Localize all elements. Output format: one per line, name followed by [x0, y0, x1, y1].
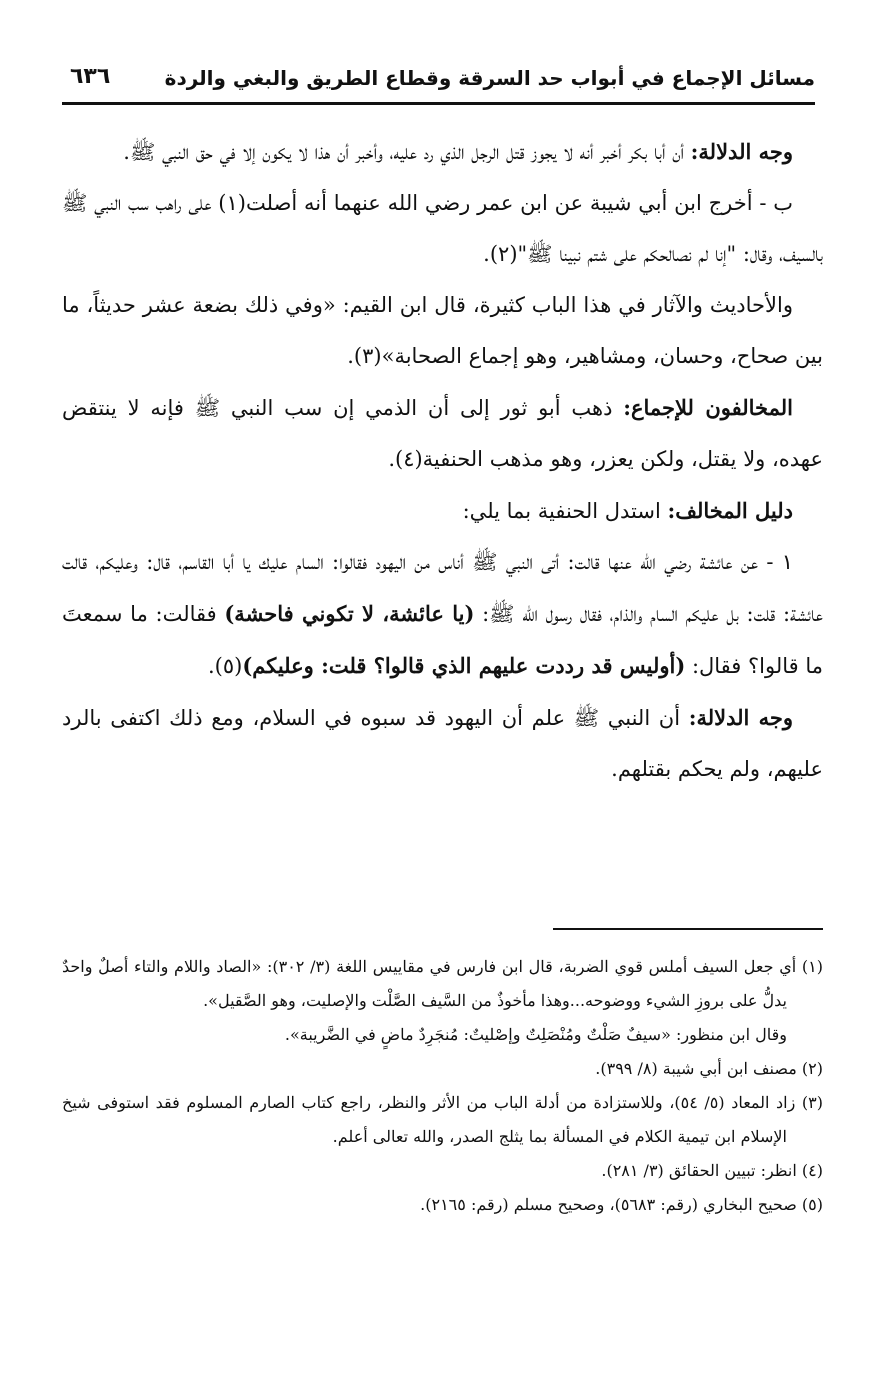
hadith-quote: (أوليس قد رددت عليهم الذي قالوا؟ قلت: وعليكم) [242, 653, 686, 678]
paragraph-text: أن النبي ﷺ علم أن اليهود قد سبوه في السلام، ومع ذلك اكتفى بالرد عليهم، ولم يحكم بقتلهم. [62, 706, 823, 781]
footnote-5: (٥) صحيح البخاري (رقم: ٥٦٨٣)، وصحيح مسلم (رقم: ٢١٦٥). [420, 1195, 823, 1214]
paragraph-text: ب - أخرج ابن أبي شيبة عن ابن عمر رضي الله عنهما أنه أصلت(١) على راهب سب النبي ﷺ بالسيف، وقال: "إنا لم نصالحكم على شتم نبينا ﷺ"(٢). [62, 191, 823, 266]
running-header [62, 62, 815, 105]
paragraph-evidence-1 [62, 126, 823, 178]
header-title: مسائل الإجماع في أبواب حد السرقة وقطاع الطريق والبغي والردة [164, 66, 815, 90]
paragraph-text: ذهب أبو ثور إلى أن الذمي إن سب النبي ﷺ فإنه لا ينتقض عهده، ولا يقتل، ولكن يعزر، وهو مذهب الحنفية(٤). [62, 396, 823, 471]
paragraph-text: أن أبا بكر أخبر أنه لا يجوز قتل الرجل الذي رد عليه، وأخبر أن هذا لا يكون إلا في حق النبي ﷺ. [123, 140, 691, 164]
footnote-4: (٤) انظر: تبيين الحقائق (٣/ ٢٨١). [601, 1161, 823, 1180]
paragraph-ahadith [62, 280, 823, 382]
paragraph-text: فقالت: ما سمعتَ ما قالوا؟ فقال: [62, 602, 823, 678]
evidence-label: وجه الدلالة: [688, 705, 793, 730]
footnote-separator [553, 928, 823, 930]
opponents-label: المخالفون للإجماع: [623, 395, 793, 420]
footnote-1: (١) أي جعل السيف أملس قوي الضربة، قال ابن فارس في مقاييس اللغة (٣/ ٣٠٢): «الصاد واللام والتاء أصلٌ واحدٌ يدلُّ على بروزِ الشيء ووضوحه...وهذا مأخوذٌ من السَّيف الصَّلْت والإصليت، وهو الصَّقيل». [62, 957, 823, 1010]
hadith-quote: (يا عائشة، لا تكوني فاحشة) [224, 601, 475, 626]
evidence-label: وجه الدلالة: [690, 139, 793, 164]
paragraph-text: استدل الحنفية بما يلي: [462, 499, 668, 523]
footnote-1-continued: وقال ابن منظور: «سيفٌ صَلْتٌ ومُنْصَلِتٌ وإصْليتٌ: مُنجَرِدٌ ماضٍ في الضَّريبة». [284, 1025, 787, 1044]
footnote-3: (٣) زاد المعاد (٥/ ٥٤)، وللاستزادة من أدلة الباب من الأثر والنظر، راجع كتاب الصارم المسلوم فقد استوفى شيخ الإسلام ابن تيمية الكلام في المسألة بما يثلج الصدر، والله تعالى أعلم. [62, 1093, 823, 1146]
paragraph-opponents [62, 382, 823, 485]
main-text [62, 126, 823, 795]
paragraph-aisha-hadith [62, 537, 823, 692]
paragraph-text: ١ - عن عائشة رضي الله عنها قالت: أتى النبي ﷺ أناس من اليهود فقالوا: السام عليك يا أبا القاسم، قال: وعليكم، قالت عائشة: قلت: بل عليكم السام والذام، فقال رسول الله ﷺ: [62, 550, 823, 626]
paragraph-ibn-abi-shaybah [62, 178, 823, 280]
footnote-2: (٢) مصنف ابن أبي شيبة (٨/ ٣٩٩). [595, 1059, 823, 1078]
footnotes [62, 950, 823, 1222]
footnote-ref: (٥). [207, 654, 243, 678]
paragraph-text: والأحاديث والآثار في هذا الباب كثيرة، قال ابن القيم: «وفي ذلك بضعة عشر حديثاً، ما بين صحاح، وحسان، ومشاهير، وهو إجماع الصحابة»(٣). [62, 293, 823, 368]
opponent-evidence-label: دليل المخالف: [667, 498, 793, 523]
paragraph-opponent-evidence [62, 485, 823, 537]
paragraph-evidence-2 [62, 692, 823, 795]
page-number: ٦٣٦ [70, 64, 111, 89]
